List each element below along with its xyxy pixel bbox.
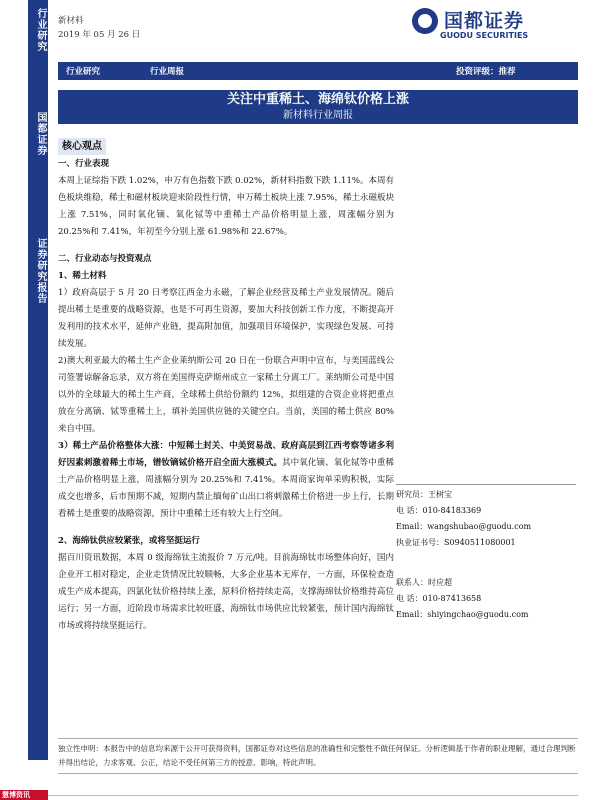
core-heading: 核心观点 <box>58 138 106 155</box>
contact-email: Email：shiyingchao@guodu.com <box>396 610 529 619</box>
side-ribbon <box>28 0 48 760</box>
section-2-1-heading: 1、稀土材料 <box>58 271 107 281</box>
section-2-heading: 二、行业动态与投资观点 <box>58 254 152 264</box>
report-date: 2019 年 05 月 26 日 <box>58 30 141 40</box>
main-content <box>58 138 394 635</box>
document-header <box>58 14 140 42</box>
independence-disclaimer: 独立性申明：本报告中的信息均来源于公开可获得资料，国都证券对这些信息的准确性和完整性不做任何保证。分析逻辑基于作者的职业理解，通过合理判断并得出结论，力求客观、公正，结论不受任何第三方的授意、影响，特此声明。 <box>58 738 578 774</box>
paragraph-3 <box>58 438 394 523</box>
company-logo <box>412 6 572 46</box>
paragraph-3-rest: 其中氧化镝、氧化铽等中重稀土产品价格明显上涨，周涨幅分别为 20.25%和 7.41%。本周商家询单采购积极，实际成交也增多，后市预期不减，短期内禁止缅甸矿山出口将刺激稀土价格进一步上行，长期看稀土是重要的战略资源，预计中重稀土还有较大上行空间。 <box>58 458 394 519</box>
report-title: 关注中重稀土、海绵钛价格上涨 <box>226 92 409 107</box>
contact-name: 联系人：时应超 <box>396 578 452 587</box>
paragraph-1: 1）政府高层于 5 月 20 日考察江西金力永磁，了解企业经营及稀土产业发展情况。随后提出稀土是重要的战略资源，也是不可再生资源，要加大科技创新工作力度，不断提高开发利用的技术水平，延伸产业链，提高附加值，加强项目环境保护，实现绿色发展、可持续发展。 <box>58 288 394 349</box>
report-kind: 行业周报 <box>150 67 185 77</box>
report-type: 行业研究 <box>66 67 101 77</box>
analyst-name: 研究员：王树宝 <box>396 490 452 499</box>
footer-badge <box>0 790 48 800</box>
section-1-heading: 一、行业表现 <box>58 159 110 169</box>
analyst-email: Email：wangshubao@guodu.com <box>396 522 532 531</box>
side-label-company: 国都证券 <box>35 112 46 156</box>
logo-english-name: GUODU SECURITIES <box>440 31 529 40</box>
logo-emblem-icon <box>412 8 438 34</box>
analyst-phone: 电 话：010-84183369 <box>396 506 482 515</box>
analyst-license: 执业证书号：S0940511080001 <box>396 538 516 547</box>
analyst-contacts <box>396 484 576 623</box>
section-2-2-heading: 2、海绵钛供应较紧张，或将坚挺运行 <box>58 536 200 546</box>
report-subtitle: 新材料行业周报 <box>283 110 353 121</box>
paragraph-4: 据百川资讯数据，本周 0 级海绵钛主流报价 7 万元/吨。目前海绵钛市场整体向好，国内企业开工相对稳定，企业走货情况比较顺畅，大多企业基本无库存，一方面，环保检查造成生产成本提高，四氯化钛价格持续上涨，原料价格持续走高，支撑海绵钛价格维持高位运行；另一方面，近阶段市场需求比较旺盛，海绵钛市场供应比较紧张，预计国内海绵钛市场或将持续坚挺运行。 <box>58 553 394 631</box>
paragraph-2: 2)澳大利亚最大的稀土生产企业莱纳斯公司 20 日在一份联合声明中宣布，与美国蓝线公司签署谅解备忘录，双方将在美国得克萨斯州成立一家稀土分离工厂。莱纳斯公司是中国以外的全球最大的稀土生产商，全球稀土供给份额约 12%，拟组建的合资企业将把重点放在分离镝、铽等重稀土上，填补美国供应链的关键空白。当前，美国的稀土供应 80%来自中国。 <box>58 356 394 434</box>
report-meta-band <box>58 62 578 80</box>
side-label-report: 证券研究报告 <box>35 238 46 304</box>
logo-chinese-name: 国都证券 <box>444 10 525 32</box>
investment-rating: 投资评级：推荐 <box>456 67 516 77</box>
section-1-text: 本周上证综指下跌 1.02%，申万有色指数下跌 0.02%，新材料指数下跌 1.11%。本周有色板块维稳，稀土和磁材板块迎来阶段性行情，申万稀土板块上涨 7.95%，稀土永磁板块上涨 7.51%，同时氧化镝、氧化铽等中重稀土产品价格明显上涨，周涨幅分别为 20.25%和 7.41%，年初至今分别上涨 61.98%和 22.67%。 <box>58 176 394 237</box>
industry-label: 新材料 <box>58 16 84 26</box>
contact-phone: 电 话：010-87413658 <box>396 594 482 603</box>
footer-badge-text: 慧博资讯 <box>2 791 30 799</box>
title-band <box>58 90 578 124</box>
footer-bar <box>0 790 600 800</box>
side-label-industry-research: 行业研究 <box>35 8 46 52</box>
paragraph-3-bold: 3）稀土产品价格整体大涨：中短稀土封关、中美贸易战、政府高层到江西考察等诸多利好因素刺激着稀土市场，镨钕镝铽价格开启全面大涨模式。 <box>58 441 394 468</box>
